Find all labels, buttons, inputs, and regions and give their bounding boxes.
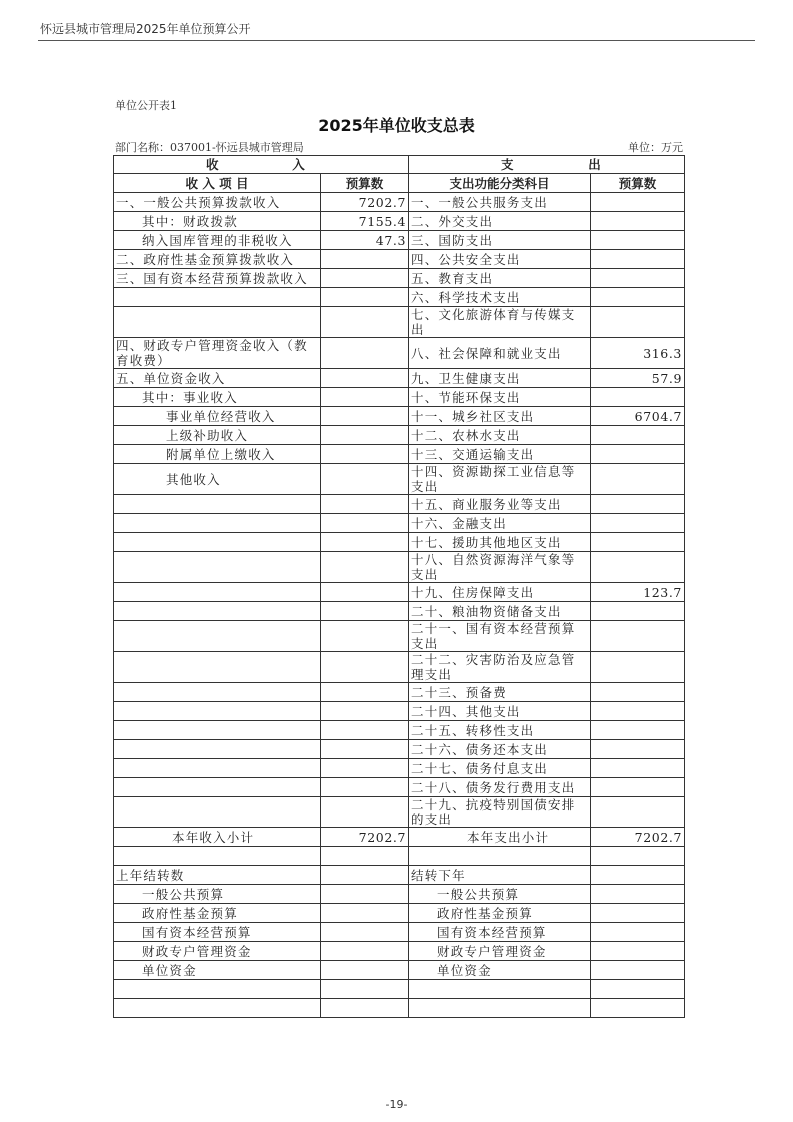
expense-item-cell (409, 847, 591, 866)
table-row (114, 288, 685, 307)
income-amount-cell (321, 652, 409, 683)
expense-amount-cell (591, 445, 685, 464)
expense-amount-cell: 123.7 (591, 583, 685, 602)
income-amount-cell (321, 514, 409, 533)
income-amount-cell: 7202.7 (321, 193, 409, 212)
income-item-cell: 政府性基金预算 (114, 904, 321, 923)
expense-amount-cell (591, 683, 685, 702)
page-header: 怀远县城市管理局2025年单位预算公开 (40, 22, 251, 36)
income-item-cell (114, 583, 321, 602)
income-amount-cell (321, 369, 409, 388)
income-amount-cell (321, 980, 409, 999)
income-amount-cell (321, 702, 409, 721)
expense-amount-cell (591, 942, 685, 961)
table-row (114, 797, 685, 828)
expense-item-cell: 二十四、其他支出 (409, 702, 591, 721)
income-item-cell (114, 702, 321, 721)
expense-item-cell: 财政专户管理资金 (409, 942, 591, 961)
page-number: -19- (385, 1098, 408, 1111)
income-amount-cell (321, 904, 409, 923)
income-item-cell (114, 740, 321, 759)
expense-amount-cell (591, 231, 685, 250)
income-item-cell (114, 288, 321, 307)
expense-amount-cell (591, 533, 685, 552)
document-title: 2025年单位收支总表 (318, 116, 475, 135)
expense-item-cell: 十、节能环保支出 (409, 388, 591, 407)
income-item-cell: 其他收入 (114, 464, 321, 495)
table-row (114, 847, 685, 866)
table-row (114, 980, 685, 999)
table-row (114, 740, 685, 759)
income-amount-cell (321, 740, 409, 759)
income-item-cell (114, 533, 321, 552)
expense-item-cell: 一般公共预算 (409, 885, 591, 904)
expense-item-cell: 结转下年 (409, 866, 591, 885)
income-amount-cell (321, 495, 409, 514)
income-amount-cell (321, 307, 409, 338)
table-row (114, 445, 685, 464)
income-header-left: 收 (206, 157, 220, 172)
table-row (114, 514, 685, 533)
expense-item-cell: 政府性基金预算 (409, 904, 591, 923)
income-item-cell (114, 797, 321, 828)
income-amount-cell (321, 338, 409, 369)
income-amount-cell (321, 942, 409, 961)
income-item-cell: 上年结转数 (114, 866, 321, 885)
expense-amount-cell (591, 388, 685, 407)
income-item-cell (114, 514, 321, 533)
expense-amount-cell (591, 961, 685, 980)
income-item-cell (114, 652, 321, 683)
expense-item-cell: 二十九、抗疫特别国债安排的支出 (409, 797, 591, 828)
table-row (114, 369, 685, 388)
expense-amount-cell (591, 464, 685, 495)
expense-item-cell: 十二、农林水支出 (409, 426, 591, 445)
income-item-cell: 五、单位资金收入 (114, 369, 321, 388)
expense-amount-cell (591, 269, 685, 288)
income-item-cell (114, 721, 321, 740)
income-amount-cell (321, 464, 409, 495)
expense-item-cell: 十三、交通运输支出 (409, 445, 591, 464)
expense-amount-cell: 316.3 (591, 338, 685, 369)
income-amount-cell (321, 847, 409, 866)
expense-amount-cell (591, 495, 685, 514)
income-amount-cell: 7202.7 (321, 828, 409, 847)
expense-amount-cell (591, 904, 685, 923)
expense-item-cell: 二十一、国有资本经营预算支出 (409, 621, 591, 652)
income-amount-cell (321, 250, 409, 269)
expense-amount-cell (591, 778, 685, 797)
expense-amount-cell: 7202.7 (591, 828, 685, 847)
expense-amount-cell (591, 652, 685, 683)
income-amount-cell (321, 407, 409, 426)
table-row (114, 407, 685, 426)
table-row (114, 602, 685, 621)
expense-amount-cell (591, 193, 685, 212)
table-row (114, 388, 685, 407)
income-item-cell (114, 495, 321, 514)
expense-amount-cell (591, 250, 685, 269)
expense-item-cell: 二十二、灾害防治及应急管理支出 (409, 652, 591, 683)
table-row (114, 652, 685, 683)
expense-amount-cell (591, 847, 685, 866)
expense-amount-cell (591, 514, 685, 533)
table-row (114, 942, 685, 961)
expense-item-cell: 三、国防支出 (409, 231, 591, 250)
expense-item-cell: 本年支出小计 (409, 828, 591, 847)
table-row (114, 828, 685, 847)
expense-amount-cell (591, 885, 685, 904)
income-item-cell: 财政专户管理资金 (114, 942, 321, 961)
expense-item-cell: 二十八、债务发行费用支出 (409, 778, 591, 797)
table-row (114, 923, 685, 942)
income-item-cell: 国有资本经营预算 (114, 923, 321, 942)
income-item-cell: 其中：事业收入 (114, 388, 321, 407)
table-row (114, 759, 685, 778)
expense-header-left: 支 (501, 157, 515, 172)
income-item-cell (114, 621, 321, 652)
income-amount-cell (321, 288, 409, 307)
expense-item-cell: 一、一般公共服务支出 (409, 193, 591, 212)
income-item-cell: 单位资金 (114, 961, 321, 980)
income-amount-cell (321, 866, 409, 885)
table-row (114, 307, 685, 338)
income-item-cell (114, 602, 321, 621)
top-header-row (114, 156, 685, 174)
income-amount-cell (321, 533, 409, 552)
department-name: 部门名称：037001-怀远县城市管理局 (115, 141, 304, 154)
table-row (114, 621, 685, 652)
expense-item-cell: 九、卫生健康支出 (409, 369, 591, 388)
expense-amount-cell (591, 426, 685, 445)
expense-amount-cell (591, 307, 685, 338)
income-item-cell: 上级补助收入 (114, 426, 321, 445)
income-amount-cell (321, 683, 409, 702)
table-row (114, 269, 685, 288)
expense-item-cell: 十九、住房保障支出 (409, 583, 591, 602)
income-amount-header: 预算数 (321, 174, 409, 193)
table-row (114, 778, 685, 797)
income-item-header: 收 入 项 目 (114, 174, 321, 193)
income-amount-cell (321, 602, 409, 621)
table-row (114, 495, 685, 514)
table-row (114, 721, 685, 740)
income-amount-cell (321, 621, 409, 652)
expense-amount-cell (591, 923, 685, 942)
table-row (114, 583, 685, 602)
income-item-cell (114, 980, 321, 999)
expense-amount-cell (591, 621, 685, 652)
income-item-cell: 四、财政专户管理资金收入（教育收费） (114, 338, 321, 369)
income-amount-cell (321, 583, 409, 602)
table-row (114, 866, 685, 885)
budget-table (113, 155, 685, 1018)
expense-item-cell: 二、外交支出 (409, 212, 591, 231)
column-header-row (114, 174, 685, 193)
expense-group-header (409, 156, 685, 174)
expense-amount-cell (591, 702, 685, 721)
unit-label: 单位：万元 (628, 141, 683, 154)
income-item-cell: 其中：财政拨款 (114, 212, 321, 231)
expense-amount-header: 预算数 (591, 174, 685, 193)
expense-item-cell: 二十七、债务付息支出 (409, 759, 591, 778)
expense-item-cell: 十五、商业服务业等支出 (409, 495, 591, 514)
income-item-cell (114, 552, 321, 583)
income-amount-cell (321, 269, 409, 288)
expense-amount-cell (591, 721, 685, 740)
table-row (114, 212, 685, 231)
income-item-cell: 二、政府性基金预算拨款收入 (114, 250, 321, 269)
table-row (114, 426, 685, 445)
table-row (114, 231, 685, 250)
income-item-cell: 一、一般公共预算拨款收入 (114, 193, 321, 212)
table-row (114, 999, 685, 1018)
form-number: 单位公开表1 (115, 99, 177, 112)
expense-item-cell: 国有资本经营预算 (409, 923, 591, 942)
expense-item-cell: 单位资金 (409, 961, 591, 980)
expense-item-cell: 十七、援助其他地区支出 (409, 533, 591, 552)
income-amount-cell (321, 552, 409, 583)
expense-item-cell: 四、公共安全支出 (409, 250, 591, 269)
income-item-cell (114, 778, 321, 797)
income-amount-cell (321, 885, 409, 904)
expense-amount-cell (591, 288, 685, 307)
income-item-cell (114, 999, 321, 1018)
expense-item-cell: 五、教育支出 (409, 269, 591, 288)
expense-amount-cell: 6704.7 (591, 407, 685, 426)
table-row (114, 552, 685, 583)
expense-amount-cell (591, 740, 685, 759)
income-amount-cell (321, 388, 409, 407)
expense-item-cell (409, 999, 591, 1018)
income-amount-cell (321, 961, 409, 980)
expense-amount-cell (591, 552, 685, 583)
expense-item-header: 支出功能分类科目 (409, 174, 591, 193)
income-amount-cell (321, 999, 409, 1018)
income-amount-cell (321, 778, 409, 797)
table-row (114, 904, 685, 923)
income-item-cell: 本年收入小计 (114, 828, 321, 847)
income-amount-cell (321, 797, 409, 828)
income-header-right: 入 (292, 157, 306, 172)
table-row (114, 250, 685, 269)
table-row (114, 683, 685, 702)
expense-amount-cell (591, 999, 685, 1018)
income-item-cell: 三、国有资本经营预算拨款收入 (114, 269, 321, 288)
expense-item-cell: 十四、资源勘探工业信息等支出 (409, 464, 591, 495)
table-row (114, 533, 685, 552)
income-item-cell (114, 759, 321, 778)
table-row (114, 338, 685, 369)
expense-amount-cell: 57.9 (591, 369, 685, 388)
income-amount-cell: 47.3 (321, 231, 409, 250)
expense-item-cell: 二十六、债务还本支出 (409, 740, 591, 759)
table-row (114, 702, 685, 721)
expense-item-cell (409, 980, 591, 999)
expense-amount-cell (591, 980, 685, 999)
expense-item-cell: 十八、自然资源海洋气象等支出 (409, 552, 591, 583)
table-row (114, 885, 685, 904)
table-row (114, 464, 685, 495)
expense-amount-cell (591, 602, 685, 621)
table-row (114, 193, 685, 212)
expense-amount-cell (591, 212, 685, 231)
income-item-cell: 一般公共预算 (114, 885, 321, 904)
income-amount-cell (321, 426, 409, 445)
expense-item-cell: 八、社会保障和就业支出 (409, 338, 591, 369)
expense-item-cell: 十六、金融支出 (409, 514, 591, 533)
header-divider (38, 40, 755, 41)
income-amount-cell (321, 445, 409, 464)
income-item-cell (114, 307, 321, 338)
income-item-cell (114, 847, 321, 866)
income-amount-cell (321, 923, 409, 942)
expense-item-cell: 二十三、预备费 (409, 683, 591, 702)
expense-amount-cell (591, 759, 685, 778)
expense-item-cell: 七、文化旅游体育与传媒支出 (409, 307, 591, 338)
expense-header-right: 出 (588, 157, 602, 172)
income-item-cell (114, 683, 321, 702)
expense-item-cell: 二十、粮油物资储备支出 (409, 602, 591, 621)
income-item-cell: 事业单位经营收入 (114, 407, 321, 426)
expense-item-cell: 六、科学技术支出 (409, 288, 591, 307)
income-item-cell: 纳入国库管理的非税收入 (114, 231, 321, 250)
income-group-header (114, 156, 409, 174)
income-amount-cell (321, 721, 409, 740)
table-row (114, 961, 685, 980)
expense-amount-cell (591, 866, 685, 885)
income-amount-cell: 7155.4 (321, 212, 409, 231)
expense-amount-cell (591, 797, 685, 828)
income-amount-cell (321, 759, 409, 778)
income-item-cell: 附属单位上缴收入 (114, 445, 321, 464)
expense-item-cell: 十一、城乡社区支出 (409, 407, 591, 426)
expense-item-cell: 二十五、转移性支出 (409, 721, 591, 740)
